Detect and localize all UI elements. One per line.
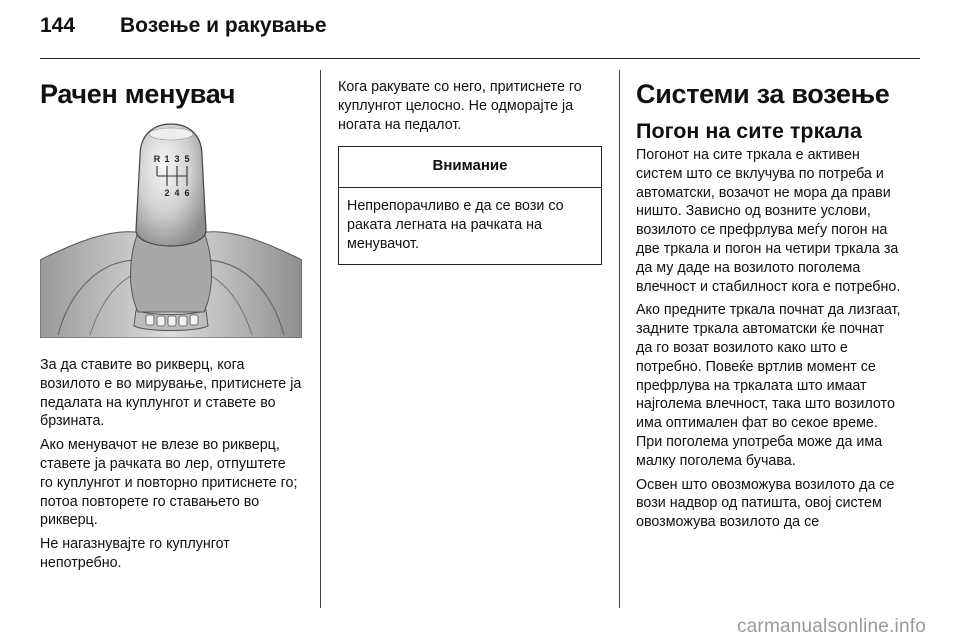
warning-title: Внимание <box>339 147 601 188</box>
section-heading: Системи за возење <box>636 79 890 109</box>
warning-box <box>338 146 602 264</box>
paragraph: Ако менувачот не влезе во рикверц, ставете ја рачката во лер, отпуштете го куплунгот и повторно притиснете го; потоа повторете го ставањето во рикверц. <box>40 437 298 529</box>
paragraph: Освен што овозможува возилото да се вози надвор од патишта, овој систем овозможува возилото да се <box>636 476 895 531</box>
page-number: 144 <box>40 14 76 37</box>
gear-label-5: 5 <box>184 154 190 164</box>
gear-label-4: 4 <box>174 188 180 198</box>
warning-text: Непрепорачливо е да се вози со раката легната на рачката на менувачот. <box>347 198 564 252</box>
gear-knob-illustration-icon <box>40 120 302 338</box>
page-header <box>40 14 327 44</box>
paragraph: За да ставите во рикверц, кога возилото е во мирување, притиснете ја педалата на куплунгот и ставете во брзината. <box>40 357 302 430</box>
gear-label-1: 1 <box>164 154 170 164</box>
gear-label-3: 3 <box>174 154 180 164</box>
gear-label-6: 6 <box>184 188 190 198</box>
gear-knob-figure <box>40 120 302 338</box>
header-rule <box>40 58 920 59</box>
column-clutch-notes <box>338 78 602 265</box>
chapter-title: Возење и ракување <box>120 14 327 37</box>
gear-label-2: 2 <box>164 188 170 198</box>
paragraph: Погонот на сите тркала е активен систем што се вклучува по потреба и автоматски, возачот не мора да прави ништо. Зависно од возните услови, возилото се префрлува меѓу погон на две тркала и погон на четири тркала за да му даде на возилото поголема влечност и стабилност кога е потребно. <box>636 147 901 295</box>
column-divider <box>320 70 321 608</box>
paragraph: Кога ракувате со него, притиснете го куплунгот целосно. Не одморајте ја ногата на педалот. <box>338 79 582 133</box>
column-divider <box>619 70 620 608</box>
section-heading: Рачен менувач <box>40 79 236 109</box>
gear-label-r: R <box>153 154 161 164</box>
paragraph: Не нагазнувајте го куплунгот непотребно. <box>40 536 230 571</box>
column-manual-transmission <box>40 70 302 578</box>
column-drive-systems <box>636 70 904 537</box>
paragraph: Ако предните тркала почнат да лизгаат, задните тркала автоматски ќе почнат да го возат возилото како што е потребно. Повеќе вртлив момент се префрлува на тркалата што имаат најголема влечност, така што возилото има оптимален фат во секое време. При поголема употреба може да има малку поголема бучава. <box>636 302 901 469</box>
subsection-heading: Погон на сите тркала <box>636 119 862 143</box>
watermark: carmanualsonline.info <box>736 616 926 637</box>
